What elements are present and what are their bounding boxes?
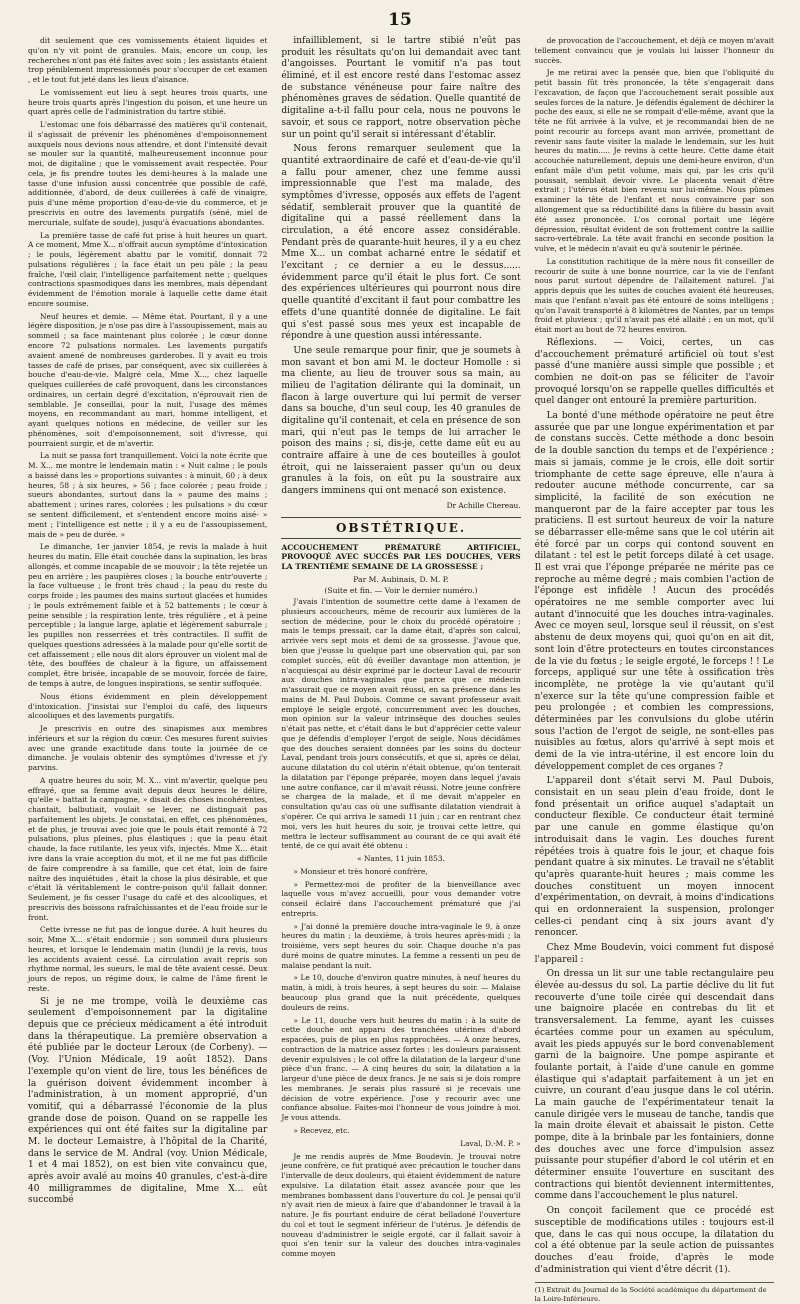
paragraph: L'estomac une fois débarrassé des matières qu'il contenait, il s'agissait de prévenir les phénomènes d'empoisonnement auxquels nous devions nous attendre, et dont l'intensité devait se mouler sur la quantité, malheureusement inconnue pour moi, de digitaline ; que le vomissement avait respectée. Pour cela, je fis prendre toutes les demi-heures à la malade une tasse d'une infusion aussi concentrée que possible de café, additionnée, d'abord, de deux cuillerées à café de vinaigre, puis d'une même proportion d'eau-de-vie du commerce, et je prescrivis en outre des lavements purgatifs (séné, miel de mercuriale, sulfate de soude), jusqu'à évacuations abondantes.: [28, 120, 268, 227]
letter-paragraph: » Recevez, etc.: [293, 1125, 350, 1135]
paragraph-large: On dressa un lit sur une table rectangulaire peu élevée au-dessus du sol. La partie déclive du lit fut recouverte d'une toile cirée qui descendait dans une baignoire placée en contrebas du lit et transversalement. La femme, ayant les cuisses écartées comme pour un examen au spéculum, avait les pieds appuyés sur le bord convenablement garni de la baignoire. Une pompe aspirante et foulante portait, à l'aide d'une canule en gomme élastique qui s'adaptait parfaitement à un jet en cuivre, un courant d'eau jusque dans le col utérin. La main gauche de l'expérimentateur tenait la canule dirigée vers le museau de tanche, tandis que la main droite élevait et abaissait le piston. Cette pompe, dite à la brinbale par les fontainiers, donne des douches avec une force d'impulsion assez puissante pour stupéfier d'abord le col utérin et en déterminer ensuite l'ouverture en suscitant des contractions qui bientôt deviennent intermittentes, comme dans l'accouchement le plus naturel.: [534, 969, 774, 1202]
footnote: (1) Extrait du Journal de la Société académique du département de la Loire-Inférieure.: [535, 1282, 774, 1304]
paragraph: La nuit se passa fort tranquillement. Voici la note écrite que M. X... me montre le lendemain matin : « Nuit calme ; le pouls a baissé dans les » proportions suivantes : à minuit, 60 ; à deux heures, 58 ; à six heures, » 56 ; face colorée ; peau froide ; sueurs abondantes, surtout dans la » paume des mains ; abattement ; urines rares, colorées ; les pulsations » du cœur se sentent difficilement, et s'entendent encore moins aisé- » ment ; l'intelligence est nette ; il y a eu de l'assoupissement, mais de » peu de durée. »: [28, 451, 268, 539]
columns: [28, 36, 774, 1304]
paragraph-large: Nous ferons remarquer seulement que la quantité extraordinaire de café et d'eau-de-vie qu'il a fallu pour amener, chez une femme aussi impressionnable que l'est ma malade, des symptômes d'ivresse, opposés aux effets de l'agent sédatif, semblerait prouver que la quantité de digitaline qui a passé réellement dans la circulation, a été encore assez considérable. Pendant près de quarante-huit heures, il y a eu chez Mme X... un combat acharné entre le sédatif et l'excitant ; ce dernier a eu le dessus...... évidemment parce qu'il était le plus fort. Ce sont des expériences ultérieures qui pourront nous dire quelle quantité d'excitant il faut pour combattre les effets d'une quantité donnée de digitaline. Le fait qui s'est passé sous mes yeux est incapable de répondre à une question aussi intéressante.: [281, 144, 521, 342]
column-3: [534, 36, 774, 1304]
paragraph: de provocation de l'accouchement, et déjà ce moyen m'avait tellement convaincu que je voulais lui laisser l'honneur du succès.: [534, 36, 774, 65]
article-continuation-note: (Suite et fin. — Voir le dernier numéro.): [324, 586, 478, 596]
column-2: [281, 36, 521, 1259]
paragraph: Je me retirai avec la pensée que, bien que l'obliquité du petit bassin fût très prononcée, la tête s'engagerait dans l'excavation, de façon que l'accouchement serait possible aux seules forces de la nature. Je défendis également de déchirer la poche des eaux, si elle ne se rompait d'elle-même, avant que la tête ne fût arrivée à la vulve, et je recommandai bien de ne point recourir au forceps avant mon arrivée, promettant de revenir sans faute visiter la malade le lendemain, sur les huit heures du matin..... Je revins à cette heure. Cette dame était accouchée naturellement, depuis une demi-heure environ, d'un enfant mâle d'un petit volume, mais qui, par les cris qu'il poussait, semblait devoir vivre. Le placenta venait d'être extrait ; l'utérus était bien revenu sur lui-même. Nous pûmes examiner la tête de l'enfant et nous convaincre par son allongement que sa réductibilité dans la filière du bassin avait été assez prononcée. L'os coronal portait une légère dépression, résultat évident de son frottement contre la saillie sacro-vertébrale. La tête avait franchi en seconde position la vulve, et le médecin n'avait eu qu'à soutenir le périnée.: [534, 68, 774, 254]
letter-paragraph: » Monsieur et très honoré confrère,: [293, 866, 428, 876]
section-title: OBSTÉTRIQUE.: [281, 517, 520, 539]
paragraph: Le dimanche, 1er janvier 1854, je revis la malade à huit heures du matin. Elle était couchée dans la supination, les bras allongés, et comme incapable de se mouvoir ; la tête rejetée un peu en arrière ; les paupières closes ; la bouche entr'ouverte ; la face vultueuse ; le front très chaud ; la peau du reste du corps froide ; les paumes des mains surtout glacées et humides ; le pouls extrêmement faible et à 52 battements ; le cœur à peine sensible ; la respiration lente, très régulière , et à peine perceptible ; la langue large, aplatie et légèrement saburrale ; les pupilles non resserrées et très contractiles. Il suffit de quelques questions adressées à la malade pour qu'elle sortit de cet affaissement ; elle nous dit alors éprouver un violent mal de tête, des bouffées de chaleur à la figure, un affaissement complet, être brisée, incapable de se mouvoir, forcée de faire, de temps à autre, de longues inspirations, se sentir suffoquée.: [28, 542, 268, 688]
paragraph: La constitution rachitique de la mère nous fit conseiller de recourir de suite à une bonne nourrice, car la vie de l'enfant nous parut surtout dépendre de l'allaitement naturel. J'ai appris depuis que les suites de couches avaient été heureuses, mais que l'enfant n'avait pas été entouré de soins intelligens ; qu'on l'avait transporté à 8 kilomètres de Nantes, par un temps froid et pluvieux ; qu'il n'avait pas été allaité ; en un mot, qu'il était mort au bout de 72 heures environ.: [534, 256, 774, 335]
column-1: [28, 36, 268, 1206]
paragraph-large: infailliblement, si le tartre stibié n'eût pas produit les résultats qu'on lui demandait avec tant d'angoisses. Pourtant le vomitif n'a pas tout éliminé, et il est encore resté dans l'estomac assez de substance vénéneuse pour faire naître des phénomènes graves de sédation. Quelle quantité de digitaline a-t-il fallu pour cela, nous ne pouvons le savoir, et sous ce rapport, notre observation pèche sur un point qu'il serait si intéressant d'établir.: [281, 36, 521, 140]
paragraph-large: Une seule remarque pour finir, que je soumets à mon savant et bon ami M. le docteur Homolle : si ma cliente, au lieu de trouver sous sa main, au milieu de l'agitation délirante qui la dominait, un flacon à large ouverture qui lui permit de verser dans sa bouche, d'un seul coup, les 40 granules de digitaline qu'il contenait, et cela en présence de son mari, qui n'eut pas le temps de lui arracher le poison des mains ; si, dis-je, cette dame eût eu au contraire affaire à une de ces bouteilles à goulot étroit, qui ne laisseraient passer qu'un ou deux granules à la fois, on eût pu la soustraire aux dangers imminens qui ont menacé son existence.: [281, 345, 521, 497]
paragraph: Je me rendis auprès de Mme Boudevin. Je trouvai notre jeune confrère, ce fut pratiqué avec précaution le toucher dans l'intervalle de deux douleurs, qui étaient évidemment de nature expulsive. La dilatation était assez avancée pour que les membranes bombassent dans l'ouverture du col. Je pensai qu'il n'y avait rien de mieux à faire que d'abandonner le travail à la nature. Je fis pourtant enduire de cérat belladoné l'ouverture du col et tout le segment inférieur de l'utérus. Je défendis de nouveau d'administrer le seigle ergoté, car il fallait savoir à quoi s'en tenir sur la valeur des douches intra-vaginales comme moyen: [281, 1151, 521, 1259]
paragraph: Cette ivresse ne fut pas de longue durée. A huit heures du soir, Mme X... s'était endormie ; son sommeil dura plusieurs heures, et lorsque le lendemain matin (lundi) je la revis, tous les accidents avaient cessé. La circulation avait repris son rhythme normal, les sueurs, le mal de tête avaient cessé. Deux jours de repos, un régime doux, le calme de l'âme firent le reste.: [28, 925, 268, 993]
paragraph-large: La bonté d'une méthode opératoire ne peut être assurée que par une longue expérimentation et par de constans succès. Cette méthode a donc besoin de la double sanction du temps et de l'expérience ; mais si jamais, comme je le crois, elle doit sortir triomphante de cette sage épreuve, elle n'aura à redouter aucune méthode concurrente, car sa simplicité, la facilité de son exécution ne manqueront par de la faire accepter par tous les praticiens. Il est surtout heureux de voir la nature se débarrasser elle-même sans que le col utérin ait été forcé par un corps qui contond souvent en dilatant : tel est le petit forceps dilaté à cet usage. Il est vrai que l'éponge préparée ne mérite pas ce reproche au même degré ; mais combien l'action de l'éponge est infidèle ! Aucun des procédés opératoires ne me semble comporter avec lui autant d'innocuité que les douches intra-vaginales. Avec ce moyen seul, lorsque seul il réussit, on s'est abstenu de deux moyens qui, quoi qu'on en ait dit, sont loin d'être protecteurs en toutes circonstances de la vie du fœtus ; le seigle ergoté, le forceps ! ! Le forceps, appliqué sur une tête à ossification très incomplète, ne protège la vie qu'autant qu'il n'exerce sur la tête qu'une compression faible et peu prolongée ; et combien les compressions, déterminées par les convulsions du globe utérin sous l'action de l'ergot de seigle, ne sont-elles pas nuisibles au fœtus, alors qu'arrivé à sept mois et demi de la vie intra-utérine, il est encore loin du développement complet de ces organes ?: [534, 411, 774, 772]
paragraph: Le vomissement eut lieu à sept heures trois quarts, une heure trois quarts après l'ingestion du poison, et une heure un quart après celle de l'administration du tartre stibié.: [28, 87, 268, 117]
letter-paragraph: » Le 10, douche d'environ quatre minutes, à neuf heures du matin, à midi, à trois heures, à sept heures du soir. — Malaise beaucoup plus grand que la nuit précédente, quelques douleurs de reins.: [281, 973, 521, 1012]
paragraph: Neuf heures et demie. — Même état. Pourtant, il y a une légère disposition, je n'ose pas dire à l'assoupissement, mais au sommeil ; sa face maintenant plus colorée ; le cœur donne encore 72 pulsations normales. Les lavements purgatifs avaient amené de nombreuses garderobes. Il y avait eu trois tasses de café de prises, par conséquent, avec six cuillerées à bouche d'eau-de-vie. Malgré cela, Mme X..., chez laquelle quelques cuillerées de café provoquent, dans les circonstances ordinaires, un certain degré d'excitation, n'éprouvait rien de semblable. Je conseillai, pour la nuit, l'usage des mêmes moyens, en recommandant au mari, homme intelligent, et ayant quelques notions en médecine, de veiller sur les phénomènes, soit d'empoisonnement, soit d'ivresse, qui pourraient surgir, et de m'avertir.: [28, 311, 268, 448]
paragraph: Nous étions évidemment en plein développement d'intoxication. J'insistai sur l'emploi du café, des liqueurs alcooliques et des lavements purgatifs.: [28, 691, 268, 721]
paragraph-large: L'appareil dont s'était servi M. Paul Dubois, consistait en un seau plein d'eau froide, dont le fond présentait un orifice auquel s'adaptait un conducteur flexible. Ce conducteur était terminé par une canule en gomme élastique qu'on introduisait dans le vagin. Les douches furent répétées trois à quatre fois le jour, et chaque fois pendant quatre à six minutes. Le travail ne s'établit qu'après quarante-huit heures ; mais comme les douches constituent un moyen innocent d'expérimentation, on devrait, à moins d'indications qui en ordonneraient la suspension, prolonger celles-ci pendant cinq à six jours avant d'y renoncer.: [534, 776, 774, 939]
letter-date: « Nantes, 11 juin 1853.: [357, 854, 445, 864]
paragraph: Je prescrivis en outre des sinapismes aux membres inférieurs et sur la région du cœur. Ces mesures furent suivies avec une grande exactitude dans toute la journée de ce dimanche. Je voulais obtenir des symptômes d'ivresse et j'y parvins.: [28, 724, 268, 773]
signature: Dr Achille Chereau.: [446, 500, 521, 510]
paragraph-large: On conçoit facilement que ce procédé est susceptible de modifications utiles : toujours est-il que, dans le cas qui nous occupe, la dilatation du col a été obtenue par la seule action de puissantes douches d'eau froide, d'après le mode d'administration qui vient d'être décrit (1).: [534, 1206, 774, 1275]
letter-paragraph: » Permettez-moi de profiter de la bienveillance avec laquelle vous m'avez accueilli, pour vous demander votre conseil éclairé dans l'accouchement prématuré que j'ai entrepris.: [281, 879, 521, 918]
letter-paragraph: » Le 11, douche vers huit heures du matin : à la suite de cette douche ont apparu des tranchées utérines d'abord espacées, puis de plus en plus rapprochées. — A onze heures, contraction de la matrice assez fortes : les douleurs paraissent devenir expulsives ; le col offre la dilatation de la largeur d'une pièce d'un franc. — A cinq heures du soir, la dilatation a la largeur d'une pièce de deux francs. Je ne sais si je dois rompre les membranes. Je serais plus rassuré si je recevais une décision de votre expérience. J'ose y recourir avec une confiance absolue. Faites-moi l'honneur de vous joindre à moi. Je vous attends.: [281, 1015, 521, 1123]
paragraph-large: Réflexions. — Voici, certes, un cas d'accouchement prématuré artificiel où tout s'est passé d'une manière aussi simple que possible ; et combien ne doit-on pas se féliciter de l'avoir provoqué lorsqu'on se rappelle quelles difficultés et quel danger ont entouré la première parturition.: [534, 337, 774, 407]
letter-signature: Laval, D.-M. P. »: [460, 1138, 521, 1148]
article-author: Par M. Aubinais, D. M. P.: [353, 575, 449, 585]
page-number: 15: [388, 10, 412, 30]
paragraph-large: Chez Mme Boudevin, voici comment fut disposé l'appareil :: [534, 943, 774, 965]
paragraph: J'avais l'intention de soumettre cette dame à l'examen de plusieurs accoucheurs, même de recourir aux lumières de la section de médecine, pour le choix du procédé opératoire ; mais le temps pressait, car la dame était, d'après son calcul, arrivée vers sept mois et demi de sa grossesse. J'avoue que, bien que j'eusse lu quelque part une observation qui, par son complet succès, eût dû éveiller davantage mon attention, je n'acquiesçai au désir exprimé par le docteur Laval de recourir aux douches intra-vaginales que parce que ce médecin m'assurait que ce moyen avait réussi, en sa présence dans les mains de M. Paul Dubois. Comme ce savant professeur avait employé le seigle ergoté, concurremment avec les douches, mon opinion sur la valeur intrinsèque des douches seules n'était pas nette, et c'était dans le but d'apprécier cette valeur que je défendis d'employer l'ergot de seigle. Nous décidâmes que des douches seraient données par les soins du docteur Laval, pendant trois jours consécutifs, et que si, après ce délai, aucune dilatation du col utérin n'était obtenue, qu'on tenterait la dilatation par l'éponge préparée, moyen dans lequel j'avais une autre confiance, car il m'avait réussi. Notre jeune confrère se chargea de la malade, et il me devait m'appeler en consultation qu'au cas où une suffisante dilatation viendrait à s'opérer. Ce qui arriva le samedi 11 juin ; car en rentrant chez moi, vers les huit heures du soir, je trouvai cette lettre, qui mettra le lecteur suffisamment au courant de ce qui avait été tenté, de ce qui avait été obtenu :: [281, 597, 521, 851]
paragraph: A quatre heures du soir, M. X... vint m'avertir, quelque peu effrayé, que sa femme avait depuis deux heures le délire, qu'elle « battait la campagne, » disait des choses incohérentes, chantait, balbutiait, voulait se lever, ne distinguait pas parfaitement les objets. Je constatai, en effet, ces phénomènes, et de plus, je trouvai avec joie que le pouls était remonté à 72 pulsations, plus pleines, plus élastiques ; que la peau était chaude, la face rutilante, les yeux vifs, injectés. Mme X... était ivre dans la vraie acception du mot, et il ne me fut pas difficile de faire comprendre à sa famille, que cet état, loin de faire naître des inquiétudes , était la chose la plus désirable, et que c'était là véritablement le contre-poison qu'il fallait donner. Seulement, je fis cesser l'usage du café et des alcooliques, et prescrivis des boissons rafraîchissantes et de l'eau froide sur le front.: [28, 775, 268, 922]
paragraph-large: Si je ne me trompe, voilà le deuxième cas seulement d'empoisonnement par la digitaline depuis que ce précieux médicament a été introduit dans la thérapeutique. La première observation a été publiée par le docteur Leroux (de Corbeny). — (Voy. l'Union Médicale, 19 août 1852). Dans l'exemple qu'on vient de lire, tous les bénéfices de la guérison doivent évidemment incomber à l'administration, à un moment approprié, d'un vomitif, qui a débarrassé l'économie de la plus grande dose de poison. Quand on se rappelle les expériences qui ont été faites sur la digitaline par M. le docteur Lemaistre, à l'hôpital de la Charité, dans le service de M. Andral (voy. Union Médicale, 1 et 4 mai 1852), on est bien vite convaincu que, après avoir avalé au moins 40 granules, c'est-à-dire 40 milligrammes de digitaline, Mme X... eût succombé: [28, 996, 268, 1206]
letter-paragraph: » J'ai donné la première douche intra-vaginale le 9, à onze heures du matin ; la deuxième, à trois heures après-midi ; la troisième, vers sept heures du soir. Chaque douche n'a pas duré moins de quatre minutes. La femme a ressenti un peu de malaise pendant la nuit.: [281, 921, 521, 970]
paragraph: La première tasse de café fut prise à huit heures un quart. A ce moment, Mme X... n'offrait aucun symptôme d'intoxication ; le pouls, légèrement abattu par le vomitif, donnait 72 pulsations régulières ; la face était un peu pâle ; la peau fraîche, l'œil clair, l'intelligence parfaitement nette ; quelques contractions spasmodiques dans les membres, mais dépendant évidemment de l'émotion morale à laquelle cette dame était encore soumise.: [28, 230, 268, 308]
paragraph: dit seulement que ces vomissements étaient liquides et qu'on n'y vit point de granules. Mais, encore un coup, les recherches n'ont pas été faites avec soin ; les assistants étaient trop péniblement impressionnés pour s'occuper de cet examen , et le tout fut jeté dans les lieux d'aisance.: [28, 36, 268, 85]
article-headline: ACCOUCHEMENT PRÉMATURÉ ARTIFICIEL, PROVOQUÉ AVEC SUCCÈS PAR LES DOUCHES, VERS LA TRENTIÈME SEMAINE DE LA GROSSESSE ;: [281, 542, 521, 572]
